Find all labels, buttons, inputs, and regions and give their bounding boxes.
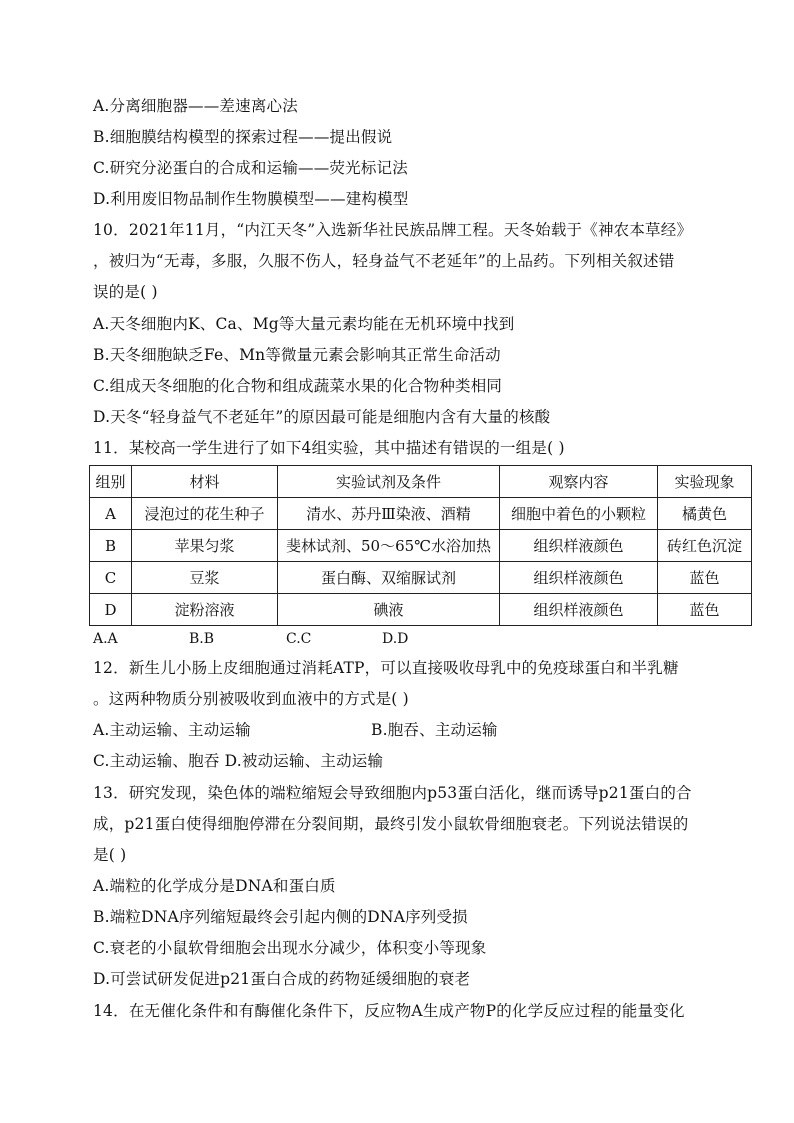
q13-option-d: D.可尝试研发促进p21蛋白合成的药物延缓细胞的衰老 bbox=[93, 970, 471, 988]
q11-option-b: B.B bbox=[189, 631, 215, 647]
table-row bbox=[90, 530, 752, 562]
table-cell: 蓝色 bbox=[658, 562, 752, 594]
table-cell: 碘液 bbox=[278, 594, 500, 626]
q13-stem-line1: 13．研究发现，染色体的端粒缩短会导致细胞内p53蛋白活化，继而诱导p21蛋白的合 bbox=[93, 784, 692, 802]
table-cell: 橘黄色 bbox=[658, 498, 752, 530]
q9-option-d: D.利用废旧物品制作生物膜模型——建构模型 bbox=[93, 190, 409, 208]
table-row bbox=[90, 498, 752, 530]
q11-option-c: C.C bbox=[286, 631, 312, 647]
q13-option-b: B.端粒DNA序列缩短最终会引起内侧的DNA序列受损 bbox=[93, 908, 468, 926]
q14-stem-line1: 14．在无催化条件和有酶催化条件下，反应物A生成产物P的化学反应过程的能量变化 bbox=[93, 1002, 685, 1020]
table-cell: 砖红色沉淀 bbox=[658, 530, 752, 562]
q11-options bbox=[93, 630, 408, 648]
table-cell: 组织样液颜色 bbox=[500, 594, 658, 626]
q9-option-b: B.细胞膜结构模型的探索过程——提出假说 bbox=[93, 128, 393, 146]
table-cell: 蓝色 bbox=[658, 594, 752, 626]
q12-option-a: A.主动运输、主动运输 bbox=[93, 721, 251, 739]
header-observation: 观察内容 bbox=[500, 466, 658, 498]
table-row bbox=[90, 562, 752, 594]
table-cell: 组织样液颜色 bbox=[500, 562, 658, 594]
table-cell: 斐林试剂、50～65℃水浴加热 bbox=[278, 530, 500, 562]
table-cell: 苹果匀浆 bbox=[132, 530, 278, 562]
table-row bbox=[90, 594, 752, 626]
q10-option-a: A.天冬细胞内K、Ca、Mg等大量元素均能在无机环境中找到 bbox=[93, 315, 515, 333]
table-cell: 浸泡过的花生种子 bbox=[132, 498, 278, 530]
experiment-table bbox=[89, 465, 752, 626]
q12-stem-line1: 12．新生儿小肠上皮细胞通过消耗ATP，可以直接吸收母乳中的免疫球蛋白和半乳糖 bbox=[93, 659, 679, 677]
table-cell: B bbox=[90, 530, 132, 562]
table-cell: D bbox=[90, 594, 132, 626]
q10-option-d: D.天冬“轻身益气不老延年”的原因最可能是细胞内含有大量的核酸 bbox=[93, 408, 551, 426]
table-header-row bbox=[90, 466, 752, 498]
table-cell: 豆浆 bbox=[132, 562, 278, 594]
q11-option-a: A.A bbox=[93, 631, 118, 647]
table-cell: C bbox=[90, 562, 132, 594]
q11-option-d: D.D bbox=[382, 631, 409, 647]
q10-stem-line1: 10．2021年11月，“内江天冬”入选新华社民族品牌工程。天冬始载于《神农本草经》 bbox=[93, 221, 693, 239]
table-cell: 细胞中着色的小颗粒 bbox=[500, 498, 658, 530]
header-reagent: 实验试剂及条件 bbox=[278, 466, 500, 498]
q11-stem: 11．某校高一学生进行了如下4组实验，其中描述有错误的一组是( ) bbox=[93, 439, 565, 457]
q12-options-row2: C.主动运输、胞吞 D.被动运输、主动运输 bbox=[93, 752, 384, 770]
q13-stem-line2: 成，p21蛋白使得细胞停滞在分裂间期，最终引发小鼠软骨细胞衰老。下列说法错误的 bbox=[93, 815, 689, 833]
q12-options-row1 bbox=[93, 720, 498, 740]
table-cell: A bbox=[90, 498, 132, 530]
q10-stem-line3: 误的是( ) bbox=[93, 283, 158, 301]
q13-option-c: C.衰老的小鼠软骨细胞会出现水分减少，体积变小等现象 bbox=[93, 939, 487, 957]
q9-option-a: A.分离细胞器——差速离心法 bbox=[93, 97, 298, 115]
q12-option-b: B.胞吞、主动运输 bbox=[371, 721, 498, 739]
q13-option-a: A.端粒的化学成分是DNA和蛋白质 bbox=[93, 877, 336, 895]
q13-stem-line3: 是( ) bbox=[93, 846, 127, 864]
table-cell: 蛋白酶、双缩脲试剂 bbox=[278, 562, 500, 594]
q10-stem-line2: ，被归为“无毒，多服，久服不伤人，轻身益气不老延年”的上品药。下列相关叙述错 bbox=[93, 252, 675, 270]
q12-stem-line2: 。这两种物质分别被吸收到血液中的方式是( ) bbox=[93, 690, 409, 708]
q10-option-c: C.组成天冬细胞的化合物和组成蔬菜水果的化合物种类相同 bbox=[93, 377, 503, 395]
table-cell: 组织样液颜色 bbox=[500, 530, 658, 562]
q10-option-b: B.天冬细胞缺乏Fe、Mn等微量元素会影响其正常生命活动 bbox=[93, 346, 501, 364]
header-phenomenon: 实验现象 bbox=[658, 466, 752, 498]
table-cell: 淀粉溶液 bbox=[132, 594, 278, 626]
header-group: 组别 bbox=[90, 466, 132, 498]
q9-option-c: C.研究分泌蛋白的合成和运输——荧光标记法 bbox=[93, 159, 408, 177]
header-material: 材料 bbox=[132, 466, 278, 498]
table-cell: 清水、苏丹Ⅲ染液、酒精 bbox=[278, 498, 500, 530]
